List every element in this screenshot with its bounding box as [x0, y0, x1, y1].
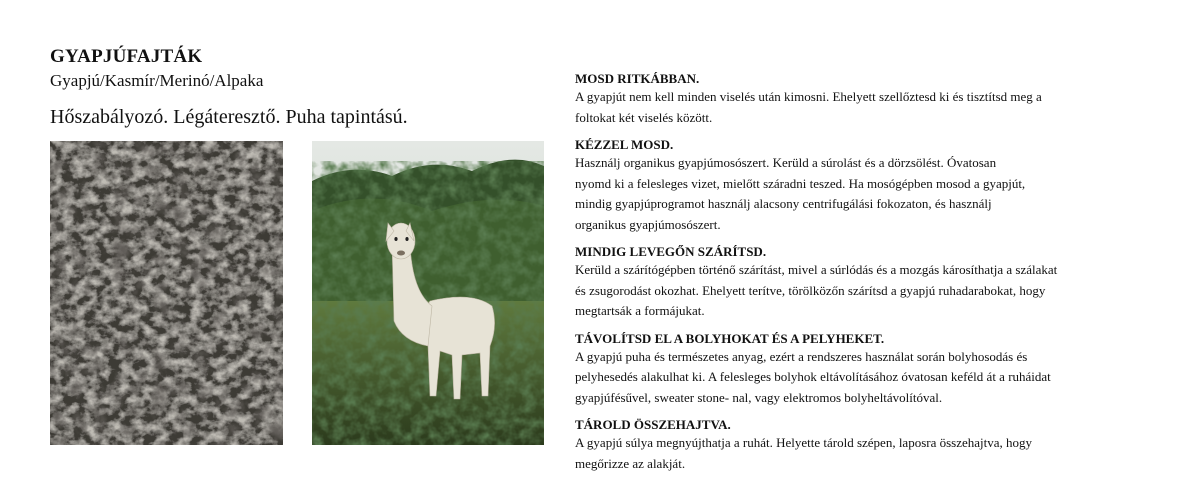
llama-photo: [312, 141, 544, 445]
care-body: A gyapjút nem kell minden viselés után kimosni. Ehelyett szellőztesd ki és tisztítsd meg a foltokat két viselés között.: [575, 89, 1042, 125]
tagline: Hőszabályozó. Légáteresztő. Puha tapintású.: [50, 106, 408, 128]
care-item-store-folded: [575, 416, 1135, 474]
care-heading: MINDIG LEVEGŐN SZÁRÍTSD.: [575, 244, 767, 259]
care-item-hand-wash: [575, 136, 1135, 235]
care-body: Kerüld a szárítógépben történő szárítást, mivel a súrlódás és a mozgás károsíthatja a szálakat és zsugorodást okozhat. Ehelyett terítve, törölközőn szárítsd a gyapjú ruhadarabokat, hogy megtartsák a formájukat.: [575, 262, 1058, 318]
care-body: A gyapjú puha és természetes anyag, ezért a rendszeres használat során bolyhosodás és pelyhesedés alakulhat ki. A felesleges bolyhok eltávolításához óvatosan keféld át a ruháidat gyapjúfésűvel, sweater stone- nal, vagy elektromos bolyheltávolítóval.: [575, 348, 1051, 405]
llama-image: [312, 141, 544, 445]
care-heading: TÁVOLÍTSD EL A BOLYHOKAT ÉS A PELYHEKET.: [575, 330, 885, 346]
wool-texture-image: [50, 141, 283, 445]
care-item-remove-pilling: [575, 330, 1135, 409]
care-item-wash-less: [575, 70, 1135, 128]
care-body: A gyapjú súlya megnyújthatja a ruhát. Helyette tárold szépen, laposra összehajtva, hogy megőrizze az alakját.: [575, 435, 1033, 471]
care-heading: TÁROLD ÖSSZEHAJTVA.: [575, 417, 731, 432]
fiber-types: Gyapjú/Kasmír/Merinó/Alpaka: [50, 71, 264, 90]
care-body: Használj organikus gyapjúmosószert. Kerüld a súrolást és a dörzsölést. Óvatosan nyomd ki a felesleges vizet, mielőtt száradni teszed. Ha mosógépben mosod a gyapjút, mindig gyapjúprogramot használj alacsony centrifugálási fokozaton, és használj organikus gyapjúmosószert.: [575, 155, 1026, 232]
care-heading: MOSD RITKÁBBAN.: [575, 71, 700, 86]
page-title: GYAPJÚFAJTÁK: [50, 46, 203, 67]
wool-photo: [50, 141, 283, 445]
care-instructions: [575, 70, 1135, 482]
care-heading: KÉZZEL MOSD.: [575, 137, 674, 152]
care-item-air-dry: [575, 243, 1135, 322]
